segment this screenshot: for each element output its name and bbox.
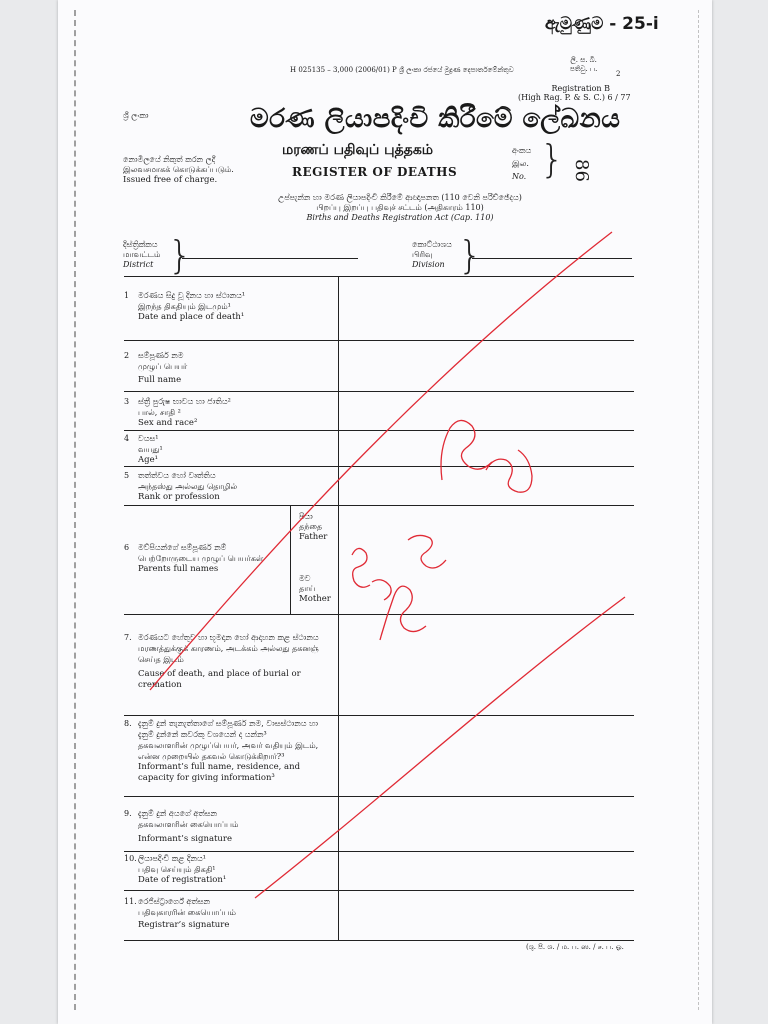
field-number: 4: [124, 434, 130, 443]
field-label-en: Sex and race²: [138, 418, 198, 428]
registration-line2: පතිවු. ப.: [570, 65, 598, 73]
title-english: REGISTER OF DEATHS: [292, 165, 458, 179]
field-label-ta: வயது¹: [138, 445, 163, 454]
field-label-si: මව්පියන්ගේ සම්පූර්ණ නම්: [138, 543, 227, 552]
field-label-en: Date and place of death¹: [138, 312, 245, 322]
number-label-ta: இல.: [512, 159, 529, 168]
division-en: Division: [412, 260, 445, 269]
field-number: 2: [124, 351, 130, 360]
mother-en: Mother: [299, 594, 331, 604]
field-label-en: Age¹: [138, 455, 159, 465]
field-label-en: Informant’s signature: [138, 834, 232, 844]
field-label-en: Informant’s full name, residence, and capacity for giving information³: [138, 762, 301, 783]
field-label-si: දැනුම් දුන් තැනැත්තාගේ සම්පූර්ණ නම, වාසස්ථානය හා දැනුම් දුන්නේ කවරකු වශයෙන් ද යන්න³: [138, 719, 318, 739]
country-label: ශ්‍රී ලංකා: [123, 111, 149, 120]
field-label-si: දැනුම් දුන් අයගේ අත්සන: [138, 809, 217, 818]
act-english: Births and Deaths Registration Act (Cap. 110): [306, 213, 494, 222]
print-code: H 025135 – 3,000 (2006/01) P ශ්‍රී ලංකා රජයේ මුද්‍රණ දෙපාර්තමේන්තුව: [290, 66, 514, 74]
field-label-ta: தகவலாளரின் முழுப்பெயர், அவர் வதியும் இடம், என்ன முறையில் தகவல் கொடுக்கிறார்?³: [138, 741, 319, 761]
number-label-en: No.: [512, 172, 527, 181]
district-si: දිස්ත්‍රික්කය: [123, 240, 158, 249]
field-label-ta: பதிவு செய்யும் திகதி¹: [138, 865, 216, 874]
field-number: 9.: [124, 809, 132, 818]
title-tamil: மரணப் பதிவுப் புத்தகம்: [282, 142, 434, 158]
field-label-en: Cause of death, and place of burial or cremation: [138, 669, 301, 690]
field-label-ta: தகவலாளரின் கையொப்பம்: [138, 820, 239, 829]
father-en: Father: [299, 532, 328, 542]
father-ta: தந்தை: [299, 522, 323, 531]
field-label-ta: பெற்றோருடைய முழுப் பெயர்கள்: [138, 554, 264, 563]
father-si: පියා: [299, 512, 313, 521]
field-label-ta: மரணத்துக்குக் காரணம், அடக்கம் அல்லது தகனஞ் செய்த இடம்: [138, 644, 319, 664]
field-number: 1: [124, 291, 130, 300]
field-number: 11.: [124, 897, 137, 906]
field-label-si: තත්ත්වය හෝ වෘත්තිය: [138, 471, 216, 480]
field-label-ta: பால், சாதி ²: [138, 408, 181, 417]
field-label-si: ලියාපදිංචි කළ දිනය¹: [138, 854, 206, 863]
act-tamil: பிறப்பு இறப்பு பதிவுச் சட்டம் (அதிகாரம் 110): [316, 203, 484, 212]
field-label-en: Full name: [138, 375, 182, 385]
act-sinhala: උප්පැන්න හා මරණ ලියාපදිංචි කිරීමේ ආඥාපනත (110 වෙනි පරිච්ඡේදය): [278, 193, 522, 202]
district-en: District: [123, 260, 154, 269]
free-issue-english: Issued free of charge.: [123, 175, 218, 185]
footer-code: (ශු. පි. ශ. / ம. ப. ஸ. / ச. ப. ஓ.: [526, 943, 624, 951]
division-ta: பிரிவு: [412, 250, 433, 259]
field-label-ta: அந்தஸ்து அல்லது தொழில்: [138, 482, 238, 491]
field-number: 7.: [124, 633, 132, 642]
number-label-si: අංකය: [512, 146, 532, 155]
strike-line-lower: [255, 597, 625, 898]
field-label-en: Rank or profession: [138, 492, 220, 502]
free-issue-tamil: இலவசமாகக் கொடுக்கப்படும்.: [123, 165, 234, 174]
district-ta: மாவட்டம்: [123, 250, 161, 259]
registration-line4: (High Rag. P. & S. C.) 6 / 77: [518, 93, 631, 102]
field-number: 6: [124, 543, 130, 552]
registration-brace-num: 2: [616, 70, 621, 78]
handwritten-annotation: [352, 420, 532, 640]
division-brace: }: [458, 233, 483, 277]
division-si: කොට්ඨාශය: [412, 240, 452, 249]
registration-line1: ලි. ස. බි.: [570, 56, 597, 64]
field-number: 5: [124, 471, 130, 480]
number-value: 86: [570, 159, 592, 182]
field-label-en: Registrar’s signature: [138, 920, 230, 930]
strike-line-upper: [150, 232, 612, 690]
field-number: 3: [124, 397, 130, 406]
mother-si: මව: [299, 574, 311, 583]
district-brace: }: [168, 233, 193, 277]
field-label-ta: இறந்த திகதியும் இடமும்¹: [138, 302, 231, 311]
field-label-si: ස්ත්‍රී පුරුෂ භාවය හා ජාතිය²: [138, 397, 231, 406]
registration-line3: Registration B: [551, 84, 610, 93]
field-number: 10.: [124, 854, 137, 863]
annex-label: ඇමුණුම - 25-i: [545, 14, 659, 34]
field-label-en: Date of registration¹: [138, 875, 227, 885]
free-issue-sinhala: නොමිලයේ නිකුත් කරන ලදී: [123, 155, 216, 164]
field-label-si: මරණයට හේතුව හා භූමදාන හෝ ආදාහන කළ ස්ථානය: [138, 633, 319, 642]
number-brace: }: [540, 137, 565, 181]
field-label-si: වයස¹: [138, 434, 159, 443]
title-sinhala: මරණ ලියාපදිංචි කිරීමේ ලේඛනය: [250, 104, 621, 134]
field-label-ta: முழுப் பெயர்: [138, 362, 188, 371]
field-number: 8.: [124, 719, 132, 728]
field-label-en: Parents full names: [138, 564, 219, 574]
mother-ta: தாய்: [299, 584, 316, 593]
field-label-si: රෙජිස්ට්‍රාර්ගේ අත්සන: [138, 897, 211, 906]
field-label-si: සම්පූර්ණ නම: [138, 351, 184, 360]
field-label-ta: பதிவுகாரரின் கையொப்பம்: [138, 908, 236, 917]
field-label-si: මරණය සිදු වූ දිනය හා ස්ථානය¹: [138, 291, 246, 300]
